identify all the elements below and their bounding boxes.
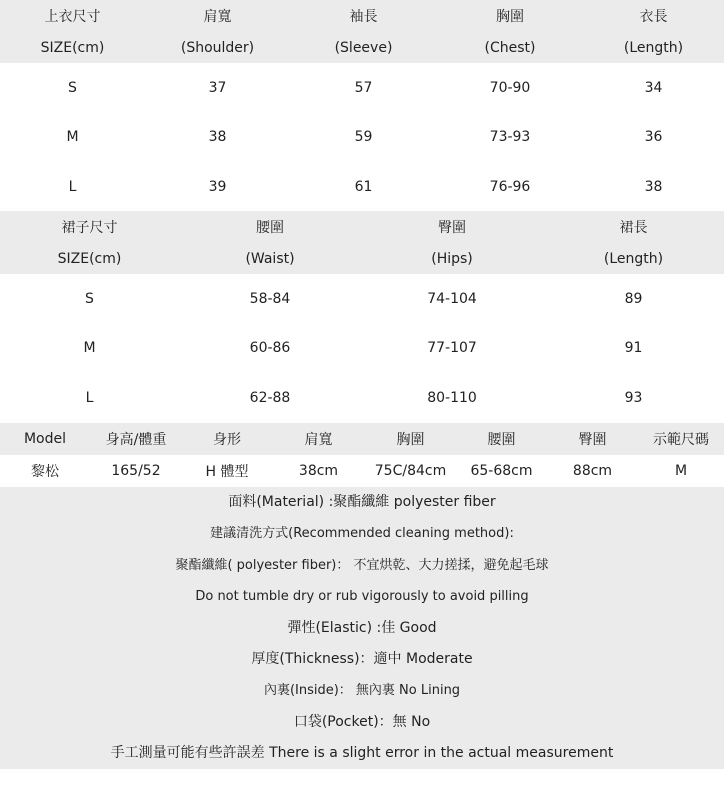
note-elastic: 彈性(Elastic) :佳 Good — [287, 619, 437, 636]
top-header-en-3: (Chest) — [437, 32, 583, 63]
table-cell: 黎松 — [31, 464, 59, 480]
table-cell: H 體型 — [205, 464, 249, 480]
top-header-en-4: (Length) — [583, 32, 724, 63]
table-cell: 76-96 — [489, 178, 531, 195]
skirt-header-zh-3: 裙長 — [543, 211, 724, 243]
model-header-cell: 腰圍 — [456, 423, 547, 455]
skirt-header-zh-2: 臀圍 — [361, 211, 543, 243]
table-row — [0, 63, 724, 113]
model-table-header — [0, 423, 724, 455]
table-cell: 37 — [208, 79, 227, 96]
note-cleaning-method: 建議清洗方式(Recommended cleaning method): — [210, 526, 514, 542]
note-pilling-warning: Do not tumble dry or rub vigorously to avoid pilling — [195, 589, 529, 605]
skirt-table-header-zh — [0, 211, 724, 243]
note-measurement-error: 手工測量可能有些許誤差 There is a slight error in the actual measurement — [110, 745, 614, 762]
table-cell: 165/52 — [111, 463, 161, 479]
skirt-header-zh-1: 腰圍 — [179, 211, 361, 243]
table-cell: 93 — [624, 389, 643, 406]
table-cell: 74-104 — [427, 290, 477, 307]
model-header-cell: 臀圍 — [547, 423, 638, 455]
model-table — [0, 423, 724, 487]
skirt-header-zh-0: 裙子尺寸 — [0, 211, 179, 243]
table-cell: 60-86 — [249, 340, 291, 357]
top-header-zh-0: 上衣尺寸 — [0, 0, 145, 32]
top-header-zh-2: 袖長 — [290, 0, 437, 32]
model-header-cell: 示範尺碼 — [638, 423, 724, 455]
table-cell: 38 — [644, 178, 663, 195]
top-header-zh-4: 衣長 — [583, 0, 724, 32]
model-header-cell: 身形 — [182, 423, 272, 455]
top-table-header-en — [0, 32, 724, 63]
table-cell: L — [85, 389, 94, 406]
top-header-en-0: SIZE(cm) — [0, 32, 145, 63]
top-header-zh-1: 肩寬 — [145, 0, 290, 32]
table-cell: 36 — [644, 129, 663, 146]
skirt-header-en-0: SIZE(cm) — [0, 243, 179, 274]
table-row — [0, 373, 724, 423]
table-cell: M — [83, 340, 96, 357]
note-material: 面料(Material) :聚酯纖維 polyester fiber — [228, 494, 496, 510]
table-cell: 39 — [208, 178, 227, 195]
table-cell: 57 — [354, 79, 373, 96]
model-header-cell: 肩寬 — [272, 423, 365, 455]
skirt-header-en-1: (Waist) — [179, 243, 361, 274]
table-cell: L — [68, 178, 77, 195]
table-cell: 34 — [644, 79, 663, 96]
table-row — [0, 113, 724, 163]
top-header-en-2: (Sleeve) — [290, 32, 437, 63]
table-row — [0, 324, 724, 374]
model-header-cell: 身高/體重 — [90, 423, 182, 455]
table-cell: M — [66, 129, 79, 146]
skirt-table-header-en — [0, 243, 724, 274]
table-cell: 38 — [208, 129, 227, 146]
skirt-header-en-3: (Length) — [543, 243, 724, 274]
skirt-size-table — [0, 211, 724, 423]
top-size-table — [0, 0, 724, 212]
table-cell: 70-90 — [489, 79, 531, 96]
fabric-care-notes — [0, 487, 724, 769]
table-cell: 38cm — [298, 463, 339, 479]
table-cell: 73-93 — [489, 129, 531, 146]
top-header-en-1: (Shoulder) — [145, 32, 290, 63]
table-cell: 75C/84cm — [374, 463, 447, 479]
table-cell: 80-110 — [427, 389, 477, 406]
note-thickness: 厚度(Thickness)：適中 Moderate — [251, 650, 473, 667]
table-cell: 62-88 — [249, 389, 291, 406]
top-header-zh-3: 胸圍 — [437, 0, 583, 32]
table-cell: 91 — [624, 340, 643, 357]
table-cell: 59 — [354, 129, 373, 146]
table-cell: S — [85, 290, 94, 307]
table-cell: 61 — [354, 178, 373, 195]
note-polyester-care: 聚酯纖維( polyester fiber)： 不宜烘乾、大力搓揉，避免起毛球 — [175, 557, 549, 573]
table-row — [0, 162, 724, 212]
note-inside-lining: 內裏(Inside)： 無內裏 No Lining — [263, 683, 461, 699]
model-table-row — [0, 455, 724, 487]
model-header-cell: Model — [0, 423, 90, 455]
table-cell: 65-68cm — [470, 463, 533, 479]
top-table-header-zh — [0, 0, 724, 32]
table-cell: S — [68, 79, 77, 96]
note-pocket: 口袋(Pocket)：無 No — [293, 713, 431, 730]
model-header-cell: 胸圍 — [365, 423, 456, 455]
skirt-header-en-2: (Hips) — [361, 243, 543, 274]
table-cell: M — [674, 463, 688, 479]
table-cell: 88cm — [572, 463, 613, 479]
table-cell: 77-107 — [427, 340, 477, 357]
table-cell: 89 — [624, 290, 643, 307]
table-row — [0, 274, 724, 324]
table-cell: 58-84 — [249, 290, 291, 307]
